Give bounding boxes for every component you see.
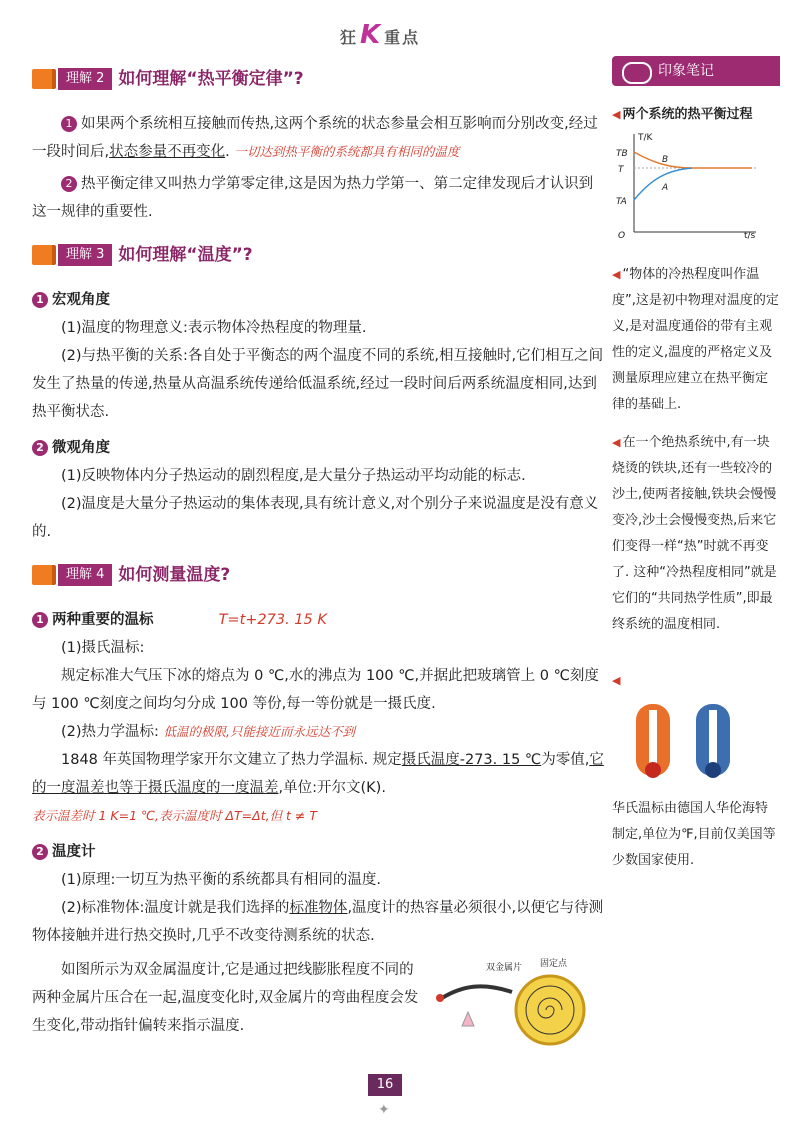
thermometer-bulb — [705, 762, 721, 778]
sidebar-note: ◀ 两个系统的热平衡过程 — [612, 107, 753, 122]
section-heading-2: 理解 2 如何理解“热平衡定律”? — [32, 66, 604, 92]
main-content — [32, 60, 604, 1048]
paragraph: (2)与热平衡的关系:各自处于平衡态的两个温度不同的系统,相互接触时,它们相互之间发生了热量的传递,热量从高温系统传递给低温系统,经过一段时间后两系统温度相同,达到热平衡状态. — [32, 348, 604, 420]
t-label: T — [618, 165, 624, 175]
curve-a-label: A — [662, 183, 669, 193]
paragraph: 1848 年英国物理学家开尔文建立了热力学温标. 规定摄氏温度-273. 15 ℃为零值,它的一度温差也等于摄氏温度的一度温差,单位:开尔文(K). — [32, 752, 604, 796]
paragraph: (1)反映物体内分子热运动的剧烈程度,是大量分子热运动平均动能的标志. — [61, 468, 526, 484]
book-icon — [32, 69, 56, 89]
handwritten-note: 低温的极限,只能接近而永远达不到 — [163, 724, 356, 739]
sidebar-note — [612, 668, 780, 694]
sidebar-note: ◀ “物体的冷热程度叫作温度”,这是初中物理对温度的定义,是对温度通俗的带有主观性的定义,温度的严格定义及测量原理应建立在热平衡定律的基础上. — [612, 267, 779, 412]
figure-label: 双金属片 — [486, 963, 523, 973]
subheading: 1 宏观角度 — [32, 286, 604, 314]
paragraph: (2)热力学温标: 低温的极限,只能接近而永远达不到 — [61, 724, 356, 740]
figure-label: 固定点 — [540, 959, 568, 969]
flame-icon — [436, 994, 444, 1002]
sidebar-notes — [612, 56, 780, 874]
paragraph: (1)摄氏温标: — [61, 640, 145, 656]
subheading: 2 微观角度 — [32, 434, 604, 462]
curve-b — [634, 152, 752, 168]
ta-label: TA — [616, 197, 627, 207]
brand-header: 狂K 重点 — [340, 20, 421, 50]
sidebar-header: 印象笔记 — [612, 56, 780, 86]
y-axis-label: T/K — [638, 133, 653, 143]
section-heading-4: 理解 4 如何测量温度? — [32, 562, 604, 588]
paragraph: (1)原理:一切互为热平衡的系统都具有相同的温度. — [61, 872, 382, 888]
book-icon — [32, 245, 56, 265]
triangle-icon: ◀ — [612, 436, 621, 449]
triangle-icon: ◀ — [612, 108, 621, 121]
thermal-equilibrium-graph — [612, 128, 762, 240]
book-icon — [32, 565, 56, 585]
paragraph: (2)温度是大量分子热运动的集体表现,具有统计意义,对个别分子来说温度是没有意义的. — [32, 496, 599, 540]
x-axis-label: t/s — [744, 231, 756, 240]
triangle-icon: ◀ — [612, 268, 621, 281]
paragraph: 规定标准大气压下冰的熔点为 0 ℃,水的沸点为 100 ℃,并据此把玻璃管上 0 ℃刻度与 100 ℃刻度之间均匀分成 100 等份,每一等份就是一摄氏度. — [32, 668, 599, 712]
subheading: 2 温度计 — [32, 838, 604, 866]
bimetal-thermometer-figure — [422, 956, 594, 1048]
thermometer-block — [32, 956, 604, 1048]
thermometer-tube — [709, 710, 717, 764]
origin-label: O — [618, 231, 626, 240]
thermometer-tube — [649, 710, 657, 764]
burner-icon — [462, 1012, 474, 1026]
paragraph: 2 热平衡定律又叫热力学第零定律,这是因为热力学第一、第二定律发现后才认识到这一规律的重要性. — [32, 176, 594, 220]
subheading: 1 两种重要的温标 T=t+273. 15 K — [32, 606, 604, 634]
bimetal-strip — [442, 986, 512, 998]
paragraph: 如图所示为双金属温度计,它是通过把线膨胀程度不同的两种金属片压合在一起,温度变化时,双金属片的弯曲程度会发生变化,带动指针偏转来指示温度. — [32, 962, 419, 1034]
page-number: 16 — [368, 1074, 402, 1096]
tb-label: TB — [616, 149, 628, 159]
triangle-icon: ◀ — [612, 674, 621, 687]
paragraph: (2)标准物体:温度计就是我们选择的标准物体,温度计的热容量必须很小,以便它与待测物体接触并进行热交换时,几乎不改变待测系统的状态. — [32, 900, 604, 944]
paragraph: 1 如果两个系统相互接触而传热,这两个系统的状态参量会相互影响而分别改变,经过一段时间后,状态参量不再变化. 一切达到热平衡的系统都具有相同的温度 — [32, 116, 598, 160]
formula: T=t+273. 15 K — [218, 612, 327, 628]
section-heading-3: 理解 3 如何理解“温度”? — [32, 242, 604, 268]
handwritten-note: 表示温差时 1 K=1 ℃,表示温度时 ΔT=Δt,但 t ≠ T — [32, 808, 317, 823]
thermometer-bulb — [645, 762, 661, 778]
thermometers-image — [612, 694, 762, 786]
sidebar-note: 华氏温标由德国人华伦海特制定,单位为℉,目前仅美国等少数国家使用. — [612, 801, 776, 868]
curve-b-label: B — [662, 155, 669, 165]
handwritten-note: 一切达到热平衡的系统都具有相同的温度 — [234, 144, 460, 159]
paragraph: (1)温度的物理意义:表示物体冷热程度的物理量. — [61, 320, 367, 336]
cloud-icon — [622, 62, 652, 84]
sidebar-note: ◀ 在一个绝热系统中,有一块烧烫的铁块,还有一些较冷的沙土,使两者接触,铁块会慢慢变冷,沙土会慢慢变热,后来它们变得一样“热”时就不再变了. 这种“冷热程度相同”就是它们的“共同热学性质”,即最终系统的温度相同. — [612, 435, 777, 632]
bird-icon: ✦ — [378, 1102, 390, 1118]
